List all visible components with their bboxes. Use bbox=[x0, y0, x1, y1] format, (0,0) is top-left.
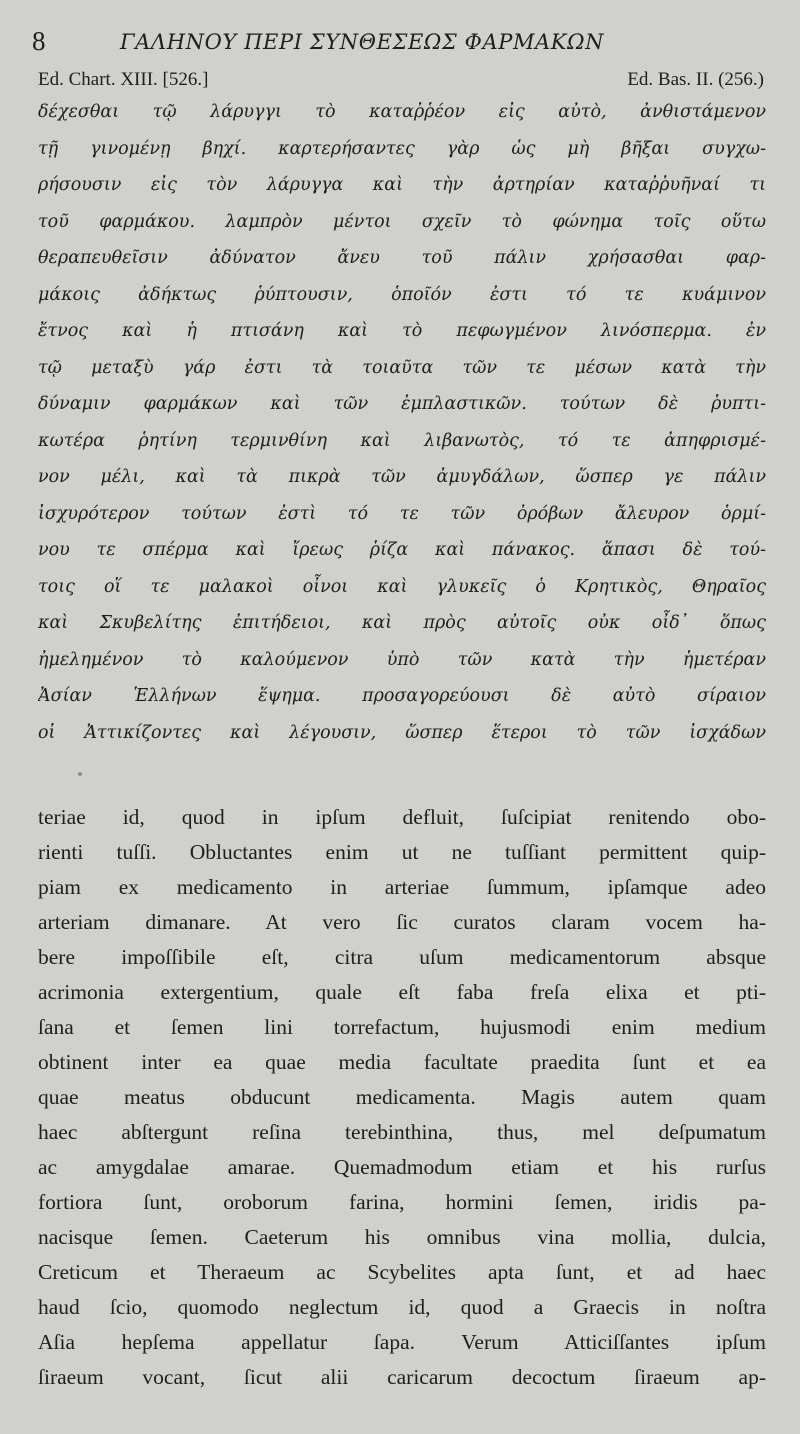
latin-text-line: haec abſtergunt reſina terebinthina, thus, mel deſpumatum bbox=[38, 1120, 766, 1144]
greek-text-line: τοις οἵ τε μαλακοὶ οἶνοι καὶ γλυκεῖς ὁ Κρητικὸς, Θηραῖος bbox=[38, 576, 766, 597]
greek-text-line: δύναμιν φαρμάκων καὶ τῶν ἐμπλαστικῶν. τούτων δὲ ῥυπτι- bbox=[38, 394, 766, 414]
greek-text-line: ρήσουσιν εἰς τὸν λάρυγγα καὶ τὴν ἀρτηρίαν καταῤῥυῆναί τι bbox=[38, 175, 766, 195]
latin-text-block bbox=[38, 800, 766, 1395]
latin-text-line: ſiraeum vocant, ſicut alii caricarum decoctum ſiraeum ap- bbox=[38, 1365, 766, 1389]
running-title: ΓΑΛΗΝΟΥ ΠΕΡΙ ΣΥΝΘΕΣΕΩΣ ΦΑΡΜΑΚΩΝ bbox=[120, 30, 605, 54]
latin-text-line: teriae id, quod in ipſum defluit, ſuſcipiat renitendo obo- bbox=[38, 805, 766, 829]
greek-text-line: ἔτνος καὶ ἡ πτισάνη καὶ τὸ πεφωγμένον λινόσπερμα. ἐν bbox=[38, 321, 766, 341]
page-number: 8 bbox=[32, 26, 46, 56]
greek-text-block bbox=[38, 94, 766, 751]
greek-text-line: νου τε σπέρμα καὶ ἴρεως ῥίζα καὶ πάνακος. ἅπασι δὲ τού- bbox=[38, 540, 766, 560]
greek-text-line: κωτέρα ῥητίνη τερμινθίνη καὶ λιβανωτὸς, τό τε ἀπηφρισμέ- bbox=[38, 430, 766, 451]
greek-text-line: καὶ Σκυβελίτης ἐπιτήδειοι, καὶ πρὸς αὐτοῖς οὐκ οἶδ᾽ ὅπως bbox=[38, 613, 766, 633]
edition-chart-reference: Ed. Chart. XIII. [526.] bbox=[38, 69, 209, 90]
latin-text-line: acrimonia extergentium, quale eſt faba freſa elixa et pti- bbox=[38, 980, 766, 1004]
greek-text-line: μάκοις ἀδήκτως ῥύπτουσιν, ὁποῖόν ἐστι τό τε κυάμινον bbox=[38, 284, 766, 305]
latin-text-line: obtinent inter ea quae media facultate praedita ſunt et ea bbox=[38, 1050, 766, 1074]
latin-text-line: piam ex medicamento in arteriae ſummum, ipſamque adeo bbox=[38, 875, 766, 899]
greek-text-line: ἰσχυρότερον τούτων ἐστὶ τό τε τῶν ὀρόβων ἄλευρον ὁρμί- bbox=[38, 503, 766, 524]
greek-text-line: θεραπευθεῖσιν ἀδύνατον ἄνευ τοῦ πάλιν χρήσασθαι φαρ- bbox=[38, 248, 766, 268]
greek-text-line: τῷ μεταξὺ γάρ ἐστι τὰ τοιαῦτα τῶν τε μέσων κατὰ τὴν bbox=[38, 357, 766, 378]
latin-text-line: arteriam dimanare. At vero ſic curatos claram vocem ha- bbox=[38, 910, 766, 934]
greek-text-line: Ἀσίαν Ἑλλήνων ἕψημα. προσαγορεύουσι δὲ αὐτὸ σίραιον bbox=[38, 686, 766, 706]
greek-text-line: τῇ γινομένῃ βηχί. καρτερήσαντες γὰρ ὡς μὴ βῆξαι συγχω- bbox=[38, 138, 766, 159]
greek-text-line: ἠμελημένον τὸ καλούμενον ὑπὸ τῶν κατὰ τὴν ἡμετέραν bbox=[38, 649, 766, 670]
edition-basel-reference: Ed. Bas. II. (256.) bbox=[627, 69, 764, 90]
edition-reference-line bbox=[38, 68, 764, 94]
greek-text-line: δέχεσθαι τῷ λάρυγγι τὸ καταῤῥέον εἰς αὐτὸ, ἀνθιστάμενον bbox=[38, 102, 766, 122]
latin-text-line: rienti tuſſi. Obluctantes enim ut ne tuſſiant permittent quip- bbox=[38, 840, 766, 864]
greek-text-line: οἱ Ἀττικίζοντες καὶ λέγουσιν, ὥσπερ ἕτεροι τὸ τῶν ἰσχάδων bbox=[38, 722, 766, 743]
greek-text-line: νον μέλι, καὶ τὰ πικρὰ τῶν ἀμυγδάλων, ὥσπερ γε πάλιν bbox=[38, 467, 766, 487]
latin-text-line: Aſia hepſema appellatur ſapa. Verum Atticiſſantes ipſum bbox=[38, 1330, 766, 1354]
paper-speck bbox=[78, 772, 82, 776]
latin-text-line: quae meatus obducunt medicamenta. Magis autem quam bbox=[38, 1085, 766, 1109]
latin-text-line: haud ſcio, quomodo neglectum id, quod a Graecis in noſtra bbox=[38, 1295, 766, 1319]
latin-text-line: fortiora ſunt, oroborum farina, hormini ſemen, iridis pa- bbox=[38, 1190, 766, 1214]
latin-text-line: bere impoſſibile eſt, citra uſum medicamentorum absque bbox=[38, 945, 766, 969]
greek-text-line: τοῦ φαρμάκου. λαμπρὸν μέντοι σχεῖν τὸ φώνημα τοῖς οὕτω bbox=[38, 211, 766, 232]
latin-text-line: ſana et ſemen lini torrefactum, hujusmodi enim medium bbox=[38, 1015, 766, 1039]
latin-text-line: ac amygdalae amarae. Quemadmodum etiam et his rurſus bbox=[38, 1155, 766, 1179]
page-header bbox=[32, 26, 772, 60]
latin-text-line: Creticum et Theraeum ac Scybelites apta ſunt, et ad haec bbox=[38, 1260, 766, 1284]
latin-text-line: nacisque ſemen. Caeterum his omnibus vina mollia, dulcia, bbox=[38, 1225, 766, 1249]
